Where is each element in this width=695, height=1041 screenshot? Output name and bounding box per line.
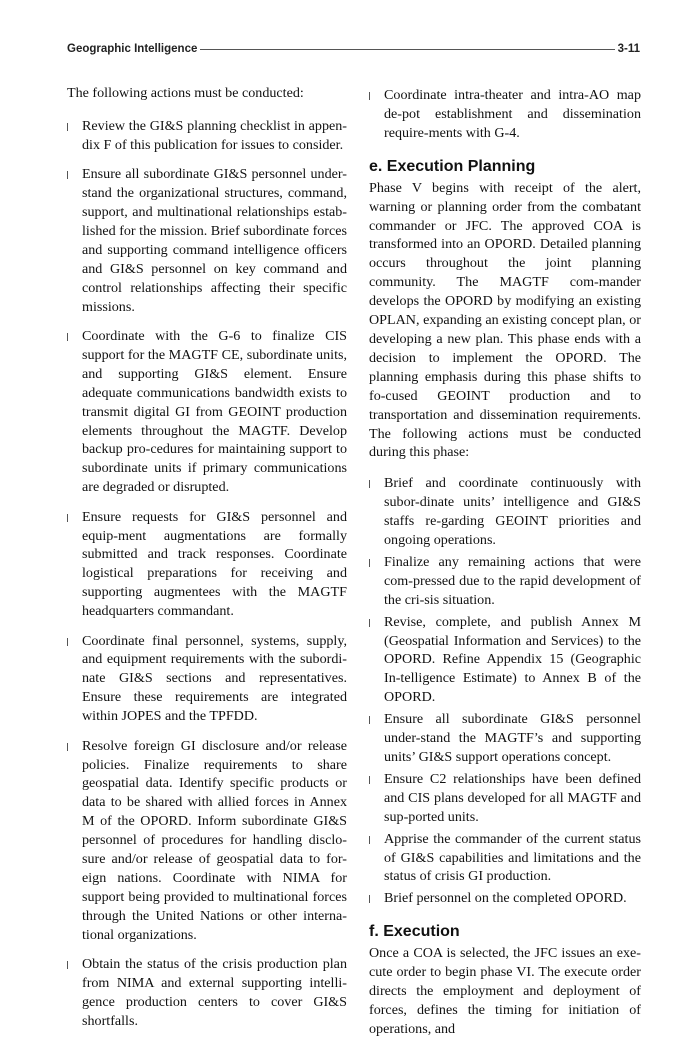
list-item bbox=[369, 474, 641, 550]
page-number: 3-11 bbox=[617, 43, 640, 55]
list-item-text: Ensure C2 relationships have been defined and CIS plans developed for all MAGTF and sup-ported units. bbox=[384, 770, 641, 825]
section-paragraph: Phase V begins with receipt of the alert, warning or planning order from the combatant commander or JFC. The approved COA is transformed into an OPORD. Detailed planning occurs throughout the joint planning community. The MAGTF com-mander develops the OPORD by modifying an existing OPLAN, expanding an existing concept plan, or developing a new plan. This phase ends with a decision to implement the OPORD. The planning emphasis during this phase shifts to fo-cused GEOINT production and to transportation and dissemination requirements. The following actions must be conducted during this phase: bbox=[369, 179, 641, 461]
list-item bbox=[369, 710, 641, 767]
list-item-text: Obtain the status of the crisis production plan from NIMA and external supporting intelli-gence production centers to cover GI&S shortfalls. bbox=[82, 956, 347, 1029]
list-item bbox=[67, 737, 347, 945]
list-item bbox=[369, 553, 641, 610]
list-item bbox=[369, 86, 641, 143]
execution-planning-list bbox=[369, 474, 641, 908]
list-item-text: Review the GI&S planning checklist in appen-dix F of this publication for issues to consider. bbox=[82, 117, 347, 153]
list-item-text: Coordinate final personnel, systems, supply, and equipment requirements with the subordi-nate GI&S sections and representatives. Ensure these requirements are integrated within JOPES and the TPFDD. bbox=[82, 632, 347, 725]
list-item bbox=[369, 830, 641, 887]
running-header bbox=[67, 40, 640, 58]
bullet-icon bbox=[67, 638, 68, 646]
left-column bbox=[67, 84, 347, 1041]
list-item-text: Brief personnel on the completed OPORD. bbox=[384, 890, 627, 907]
list-item-text: Finalize any remaining actions that were com-pressed due to the rapid development of the cri-sis situation. bbox=[384, 553, 641, 608]
list-item-text: Resolve foreign GI disclosure and/or release policies. Finalize requirements to share geospatial data. Identify specific products or data to be shared with allied forces in Annex M of the OPORD. Inform subordinate GI&S personnel of procedures for handling disclo-sure and/or release of geospatial data to for-eign nations. Coordinate with NIMA for support being provided to multinational forces through the United Nations or other interna-tional organizations. bbox=[82, 737, 347, 943]
action-list bbox=[67, 117, 347, 1031]
list-item-text: Coordinate with the G-6 to finalize CIS support for the MAGTF CE, subordinate units, and supporting GI&S element. Ensure adequate communications bandwidth exists to transmit digital GI from GEOINT production elements throughout the MAGTF. Develop backup pro-cedures for maintaining support to subordinate units if primary communications are degraded or disrupted. bbox=[82, 327, 347, 496]
section-heading-execution-planning: e. Execution Planning bbox=[369, 157, 536, 175]
bullet-icon bbox=[369, 92, 370, 100]
right-column bbox=[369, 86, 641, 1039]
bullet-icon bbox=[369, 895, 370, 903]
list-item bbox=[369, 613, 641, 708]
bullet-icon bbox=[67, 171, 68, 179]
list-item-text: Ensure requests for GI&S personnel and equip-ment augmentations are formally submitted and track responses. Coordinate logistical preparations for receiving and supporting augmentees with the MAGTF headquarters commandant. bbox=[82, 508, 347, 620]
bullet-icon bbox=[67, 743, 68, 751]
list-item bbox=[67, 327, 347, 497]
list-item-text: Ensure all subordinate GI&S personnel under-stand the organizational structures, command, support, and multinational relationships estab-lished for the mission. Brief subordinate forces and supporting command intelligence officers and GI&S personnel on key command and control relationships affecting their specific missions. bbox=[82, 166, 347, 315]
header-rule bbox=[200, 49, 614, 50]
continued-action-list bbox=[369, 86, 641, 143]
list-item bbox=[67, 165, 347, 316]
bullet-icon bbox=[369, 716, 370, 724]
list-item bbox=[67, 117, 347, 155]
list-item bbox=[67, 955, 347, 1031]
section-heading-execution: f. Execution bbox=[369, 923, 460, 941]
bullet-icon bbox=[67, 514, 68, 522]
header-title: Geographic Intelligence bbox=[67, 43, 198, 55]
bullet-icon bbox=[369, 836, 370, 844]
intro-text: The following actions must be conducted: bbox=[67, 85, 304, 101]
bullet-icon bbox=[67, 123, 68, 131]
list-item bbox=[369, 770, 641, 827]
list-item-text: Apprise the commander of the current status of GI&S capabilities and limitations and the status of crisis GI production. bbox=[384, 830, 641, 885]
list-item-text: Revise, complete, and publish Annex M (Geospatial Information and Services) to the OPORD. Refine Appendix 15 (Geographic In-telligence Estimate) to Annex B of the OPORD. bbox=[384, 613, 641, 706]
list-item bbox=[67, 632, 347, 727]
list-item-text: Brief and coordinate continuously with subor-dinate units’ intelligence and GI&S staffs re-garding GEOINT priorities and ongoing operations. bbox=[384, 475, 641, 549]
bullet-icon bbox=[369, 619, 370, 627]
list-item bbox=[67, 508, 347, 621]
bullet-icon bbox=[369, 480, 370, 488]
list-item-text: Coordinate intra-theater and intra-AO map de-pot establishment and dissemination require-ments with G-4. bbox=[384, 87, 641, 141]
bullet-icon bbox=[369, 776, 370, 784]
list-item-text: Ensure all subordinate GI&S personnel under-stand the MAGTF’s and supporting units’ GI&S support operations concept. bbox=[384, 711, 641, 765]
section-paragraph: Once a COA is selected, the JFC issues an exe-cute order to begin phase VI. The execute order directs the employment and deployment of forces, defines the timing for initiation of operations, and bbox=[369, 945, 641, 1037]
bullet-icon bbox=[369, 559, 370, 567]
bullet-icon bbox=[67, 333, 68, 341]
bullet-icon bbox=[67, 961, 68, 969]
